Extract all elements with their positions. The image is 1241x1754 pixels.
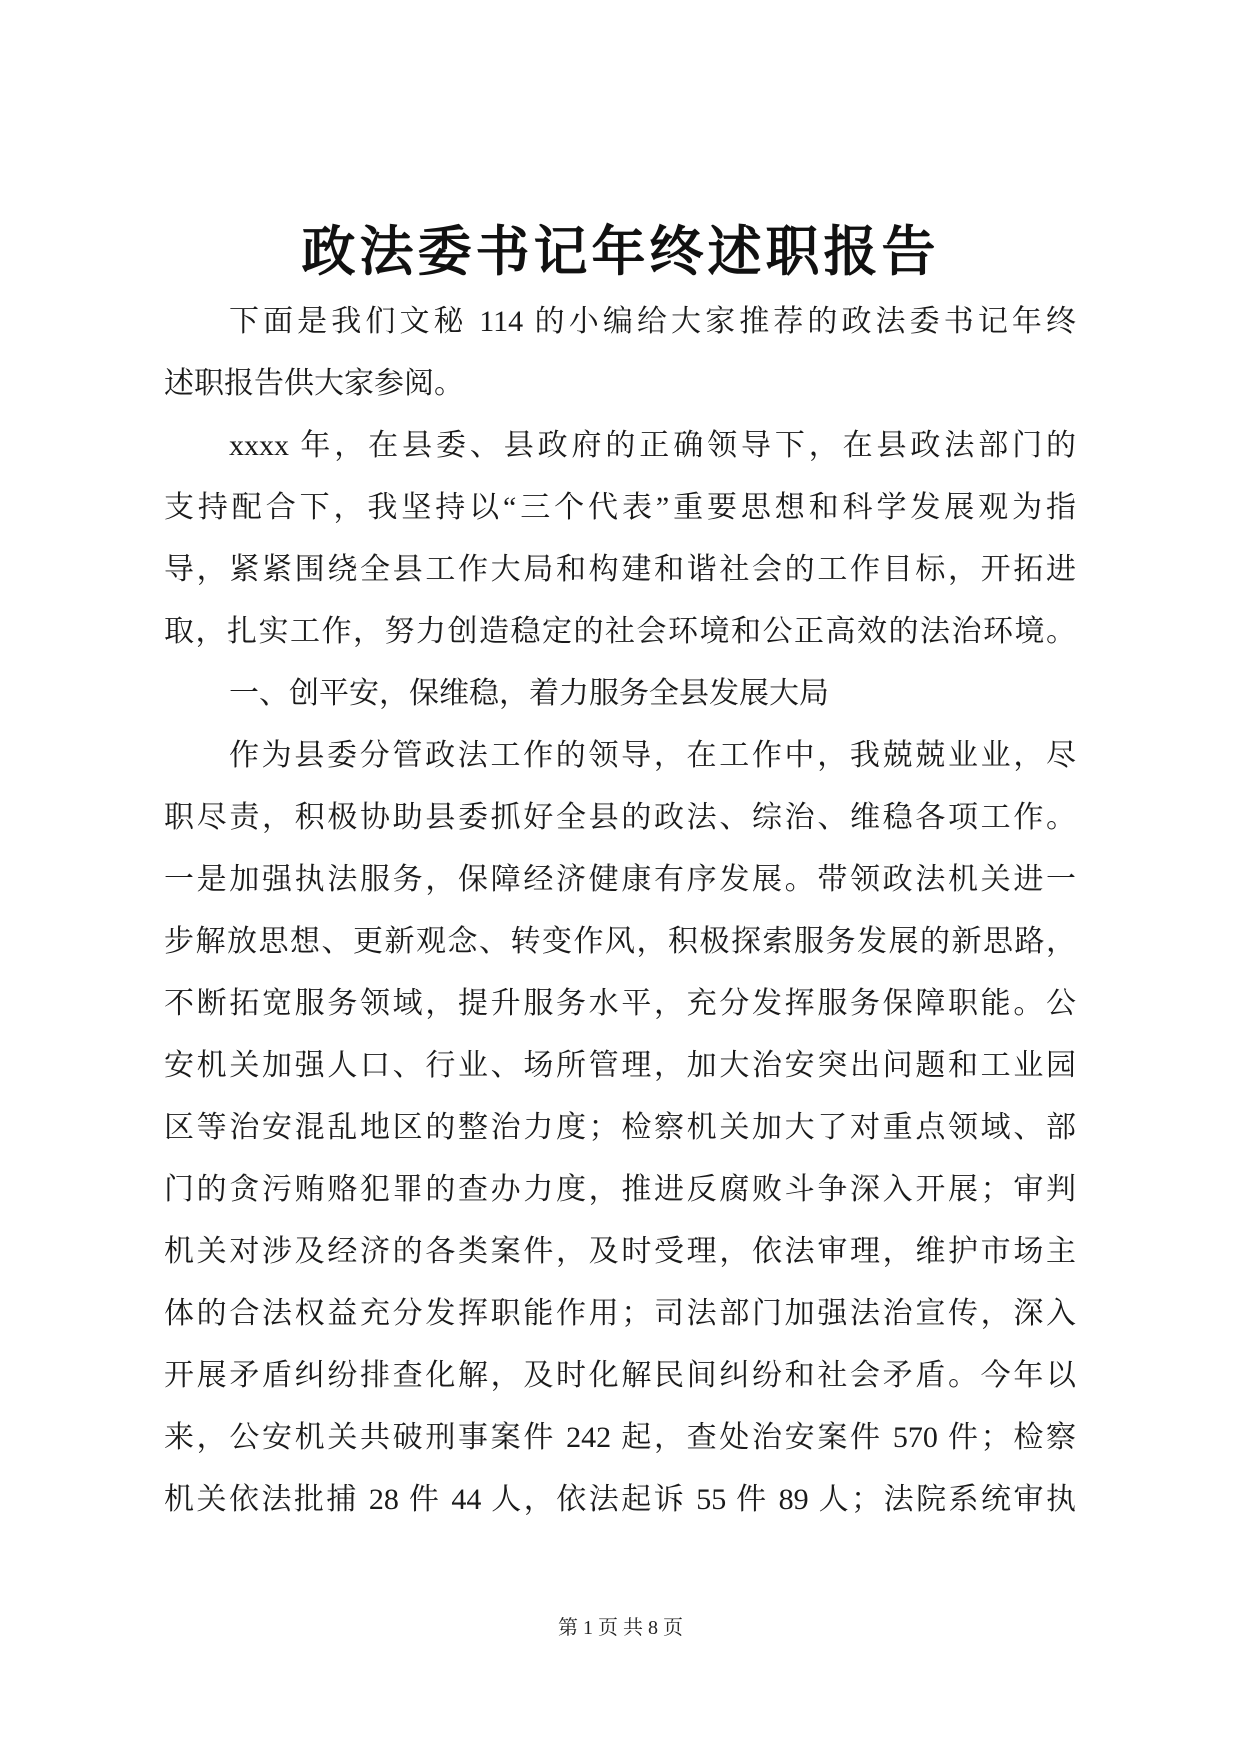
body-line: 导，紧紧围绕全县工作大局和构建和谐社会的工作目标，开拓进 (164, 553, 1076, 586)
body-line: 下面是我们文秘 114 的小编给大家推荐的政法委书记年终 (229, 305, 1076, 338)
document-title: 政法委书记年终述职报告 (301, 222, 940, 282)
body-line: 作为县委分管政法工作的领导，在工作中，我兢兢业业，尽 (229, 739, 1076, 772)
document-body (164, 291, 1076, 1531)
body-line: 取，扎实工作，努力创造稳定的社会环境和公正高效的法治环境。 (164, 615, 1076, 648)
body-line: 机关依法批捕 28 件 44 人，依法起诉 55 件 89 人；法院系统审执 (164, 1483, 1076, 1516)
body-line: 述职报告供大家参阅。 (164, 367, 464, 400)
body-line: 机关对涉及经济的各类案件，及时受理，依法审理，维护市场主 (164, 1235, 1076, 1268)
body-line: 一是加强执法服务，保障经济健康有序发展。带领政法机关进一 (164, 863, 1076, 896)
body-line: 区等治安混乱地区的整治力度；检察机关加大了对重点领域、部 (164, 1111, 1076, 1144)
page-number-footer: 第 1 页 共 8 页 (558, 1617, 683, 1639)
paragraph-overview (164, 415, 1076, 663)
body-line: xxxx 年，在县委、县政府的正确领导下，在县政法部门的 (229, 429, 1076, 462)
body-line: 开展矛盾纠纷排查化解，及时化解民间纠纷和社会矛盾。今年以 (164, 1359, 1076, 1392)
body-line: 不断拓宽服务领域，提升服务水平，充分发挥服务保障职能。公 (164, 987, 1076, 1020)
body-line: 门的贪污贿赂犯罪的查办力度，推进反腐败斗争深入开展；审判 (164, 1173, 1076, 1206)
section-heading-text: 一、创平安，保维稳，着力服务全县发展大局 (229, 677, 829, 710)
body-line: 来，公安机关共破刑事案件 242 起，查处治安案件 570 件；检察 (164, 1421, 1076, 1454)
section-heading (164, 663, 1076, 725)
body-line: 体的合法权益充分发挥职能作用；司法部门加强法治宣传，深入 (164, 1297, 1076, 1330)
body-line: 安机关加强人口、行业、场所管理，加大治安突出问题和工业园 (164, 1049, 1076, 1082)
paragraph-intro (164, 291, 1076, 415)
body-line: 支持配合下，我坚持以“三个代表”重要思想和科学发展观为指 (164, 491, 1076, 524)
body-line: 步解放思想、更新观念、转变作风，积极探索服务发展的新思路， (164, 925, 1076, 958)
body-line: 职尽责，积极协助县委抓好全县的政法、综治、维稳各项工作。 (164, 801, 1076, 834)
paragraph-section-one (164, 725, 1076, 1531)
